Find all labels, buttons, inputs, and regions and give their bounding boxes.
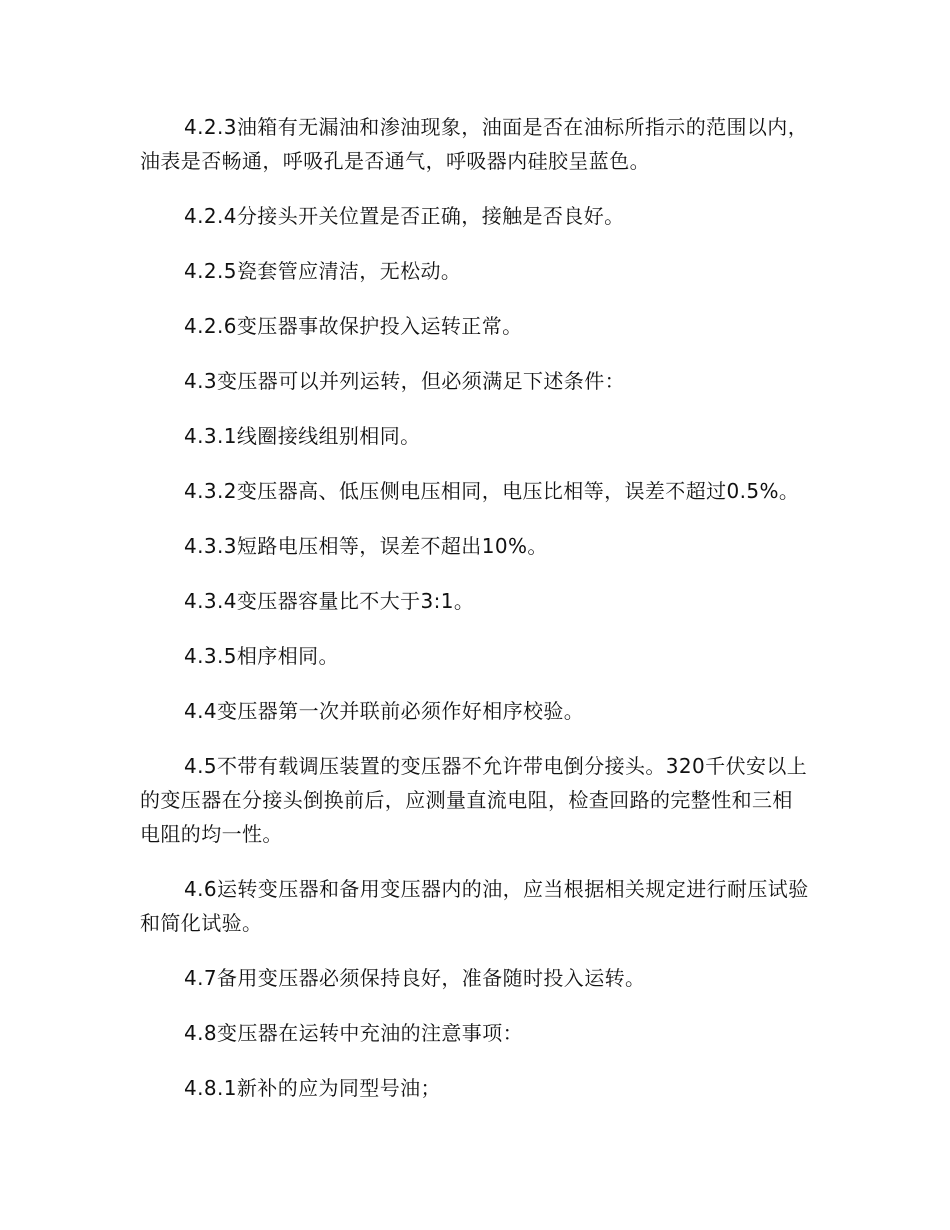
paragraph-4-3-2: 4.3.2变压器高、低压侧电压相同，电压比相等，误差不超过0.5%。 (184, 479, 800, 503)
paragraph-4-7: 4.7备用变压器必须保持良好，准备随时投入运转。 (184, 966, 646, 990)
paragraph-4-3-5: 4.3.5相序相同。 (184, 644, 339, 668)
paragraph-4-3-1: 4.3.1线圈接线组别相同。 (184, 424, 421, 448)
paragraph-4-4: 4.4变压器第一次并联前必须作好相序校验。 (184, 699, 585, 723)
paragraph-4-6: 4.6运转变压器和备用变压器内的油，应当根据相关规定进行耐压试验和简化试验。 (140, 877, 809, 935)
paragraph-4-8-1: 4.8.1新补的应为同型号油； (184, 1076, 441, 1100)
paragraph-4-2-4: 4.2.4分接头开关位置是否正确，接触是否良好。 (184, 204, 625, 228)
paragraph-4-2-5: 4.2.5瓷套管应清洁，无松动。 (184, 259, 462, 283)
paragraph-4-8: 4.8变压器在运转中充油的注意事项： (184, 1021, 524, 1045)
paragraph-4-3-3: 4.3.3短路电压相等，误差不超出10%。 (184, 534, 548, 558)
paragraph-4-5: 4.5不带有载调压装置的变压器不允许带电倒分接头。320千伏安以上的变压器在分接头倒换前后，应测量直流电阻，检查回路的完整性和三相电阻的均一性。 (140, 754, 808, 846)
paragraph-4-3-4: 4.3.4变压器容量比不大于3:1。 (184, 589, 475, 613)
paragraph-4-2-3: 4.2.3油箱有无漏油和渗油现象，油面是否在油标所指示的范围以内，油表是否畅通，呼吸孔是否通气，呼吸器内硅胶呈蓝色。 (140, 115, 809, 173)
paragraph-4-3: 4.3变压器可以并列运转，但必须满足下述条件： (184, 369, 626, 393)
paragraph-4-2-6: 4.2.6变压器事故保护投入运转正常。 (184, 314, 523, 338)
document-body (140, 110, 812, 1126)
